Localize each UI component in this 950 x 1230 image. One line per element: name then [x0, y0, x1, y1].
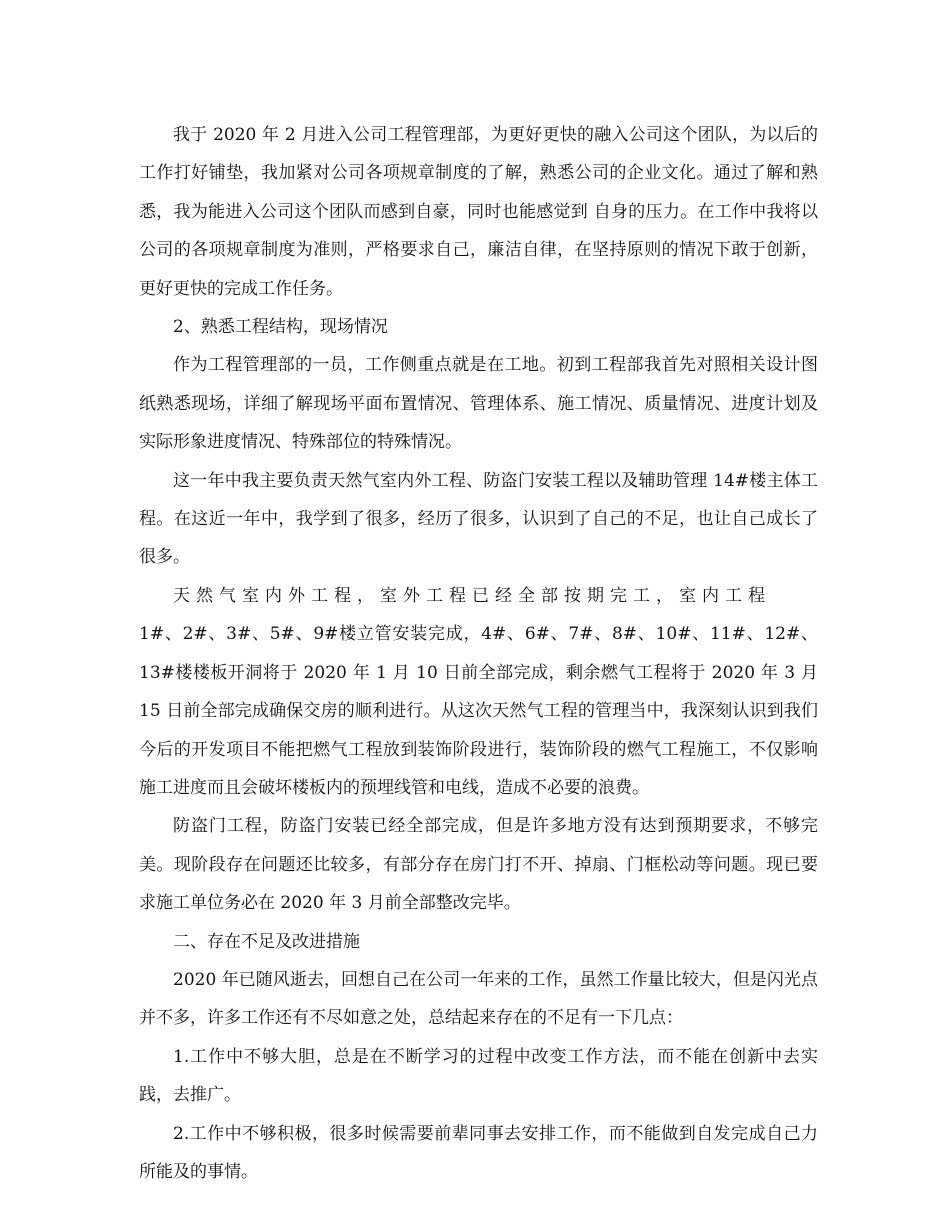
paragraph-responsibilities: 这一年中我主要负责天然气室内外工程、防盗门安装工程以及辅助管理 14#楼主体工程。在这近一年中，我学到了很多，经历了很多，认识到了自己的不足，也让自己成长了很多。	[139, 470, 818, 568]
section-heading-shortcomings: 二、存在不足及改进措施	[173, 931, 360, 952]
paragraph-security-door: 防盗门工程，防盗门安装已经全部完成，但是许多地方没有达到预期要求，不够完美。现阶段存在问题还比较多，有部分存在房门打不开、掉扇、门框松动等问题。现已要求施工单位务必在 2020 年 3 月前全部整改完毕。	[139, 816, 818, 914]
paragraph-site-familiarization: 作为工程管理部的一员，工作侧重点就是在工地。初到工程部我首先对照相关设计图纸熟悉现场，详细了解现场平面布置情况、管理体系、施工情况、质量情况、进度计划及实际形象进度情况、特殊部位的特殊情况。	[139, 355, 818, 453]
list-item-shortcoming-1: 1.工作中不够大胆，总是在不断学习的过程中改变工作方法，而不能在创新中去实践，去推广。	[139, 1046, 818, 1106]
paragraph-gas-project-lead: 天然气室内外工程，室外工程已经全部按期完工，室内工程	[173, 585, 771, 606]
paragraph-year-review: 2020 年已随风逝去，回想自己在公司一年来的工作，虽然工作量比较大，但是闪光点并不多，许多工作还有不尽如意之处，总结起来存在的不足有一下几点：	[139, 969, 818, 1029]
section-heading-site-familiarization: 2、熟悉工程结构，现场情况	[173, 317, 388, 338]
list-item-shortcoming-2: 2.工作中不够积极，很多时候需要前辈同事去安排工作，而不能做到自发完成自己力所能及的事情。	[139, 1123, 818, 1182]
paragraph-intro: 我于 2020 年 2 月进入公司工程管理部，为更好更快的融入公司这个团队，为以后的工作打好铺垫，我加紧对公司各项规章制度的了解，熟悉公司的企业文化。通过了解和熟悉，我为能进入公司这个团队而感到自豪，同时也能感觉到 自身的压力。在工作中我将以公司的各项规章制度为准则，严格要求自己，廉洁自律，在坚持原则的情况下敢于创新，更好更快的完成工作任务。	[139, 125, 818, 299]
paragraph-gas-project-detail: 1#、2#、3#、5#、9#楼立管安装完成，4#、6#、7#、8#、10#、11#、12#、13#楼楼板开洞将于 2020 年 1 月 10 日前全部完成，剩余燃气工程将于 2020 年 3 月 15 日前全部完成确保交房的顺利进行。从这次天然气工程的管理当中，我深刻认识到我们今后的开发项目不能把燃气工程放到装饰阶段进行，装饰阶段的燃气工程施工，不仅影响施工进度而且会破坏楼板内的预埋线管和电线，造成不必要的浪费。	[139, 624, 818, 798]
